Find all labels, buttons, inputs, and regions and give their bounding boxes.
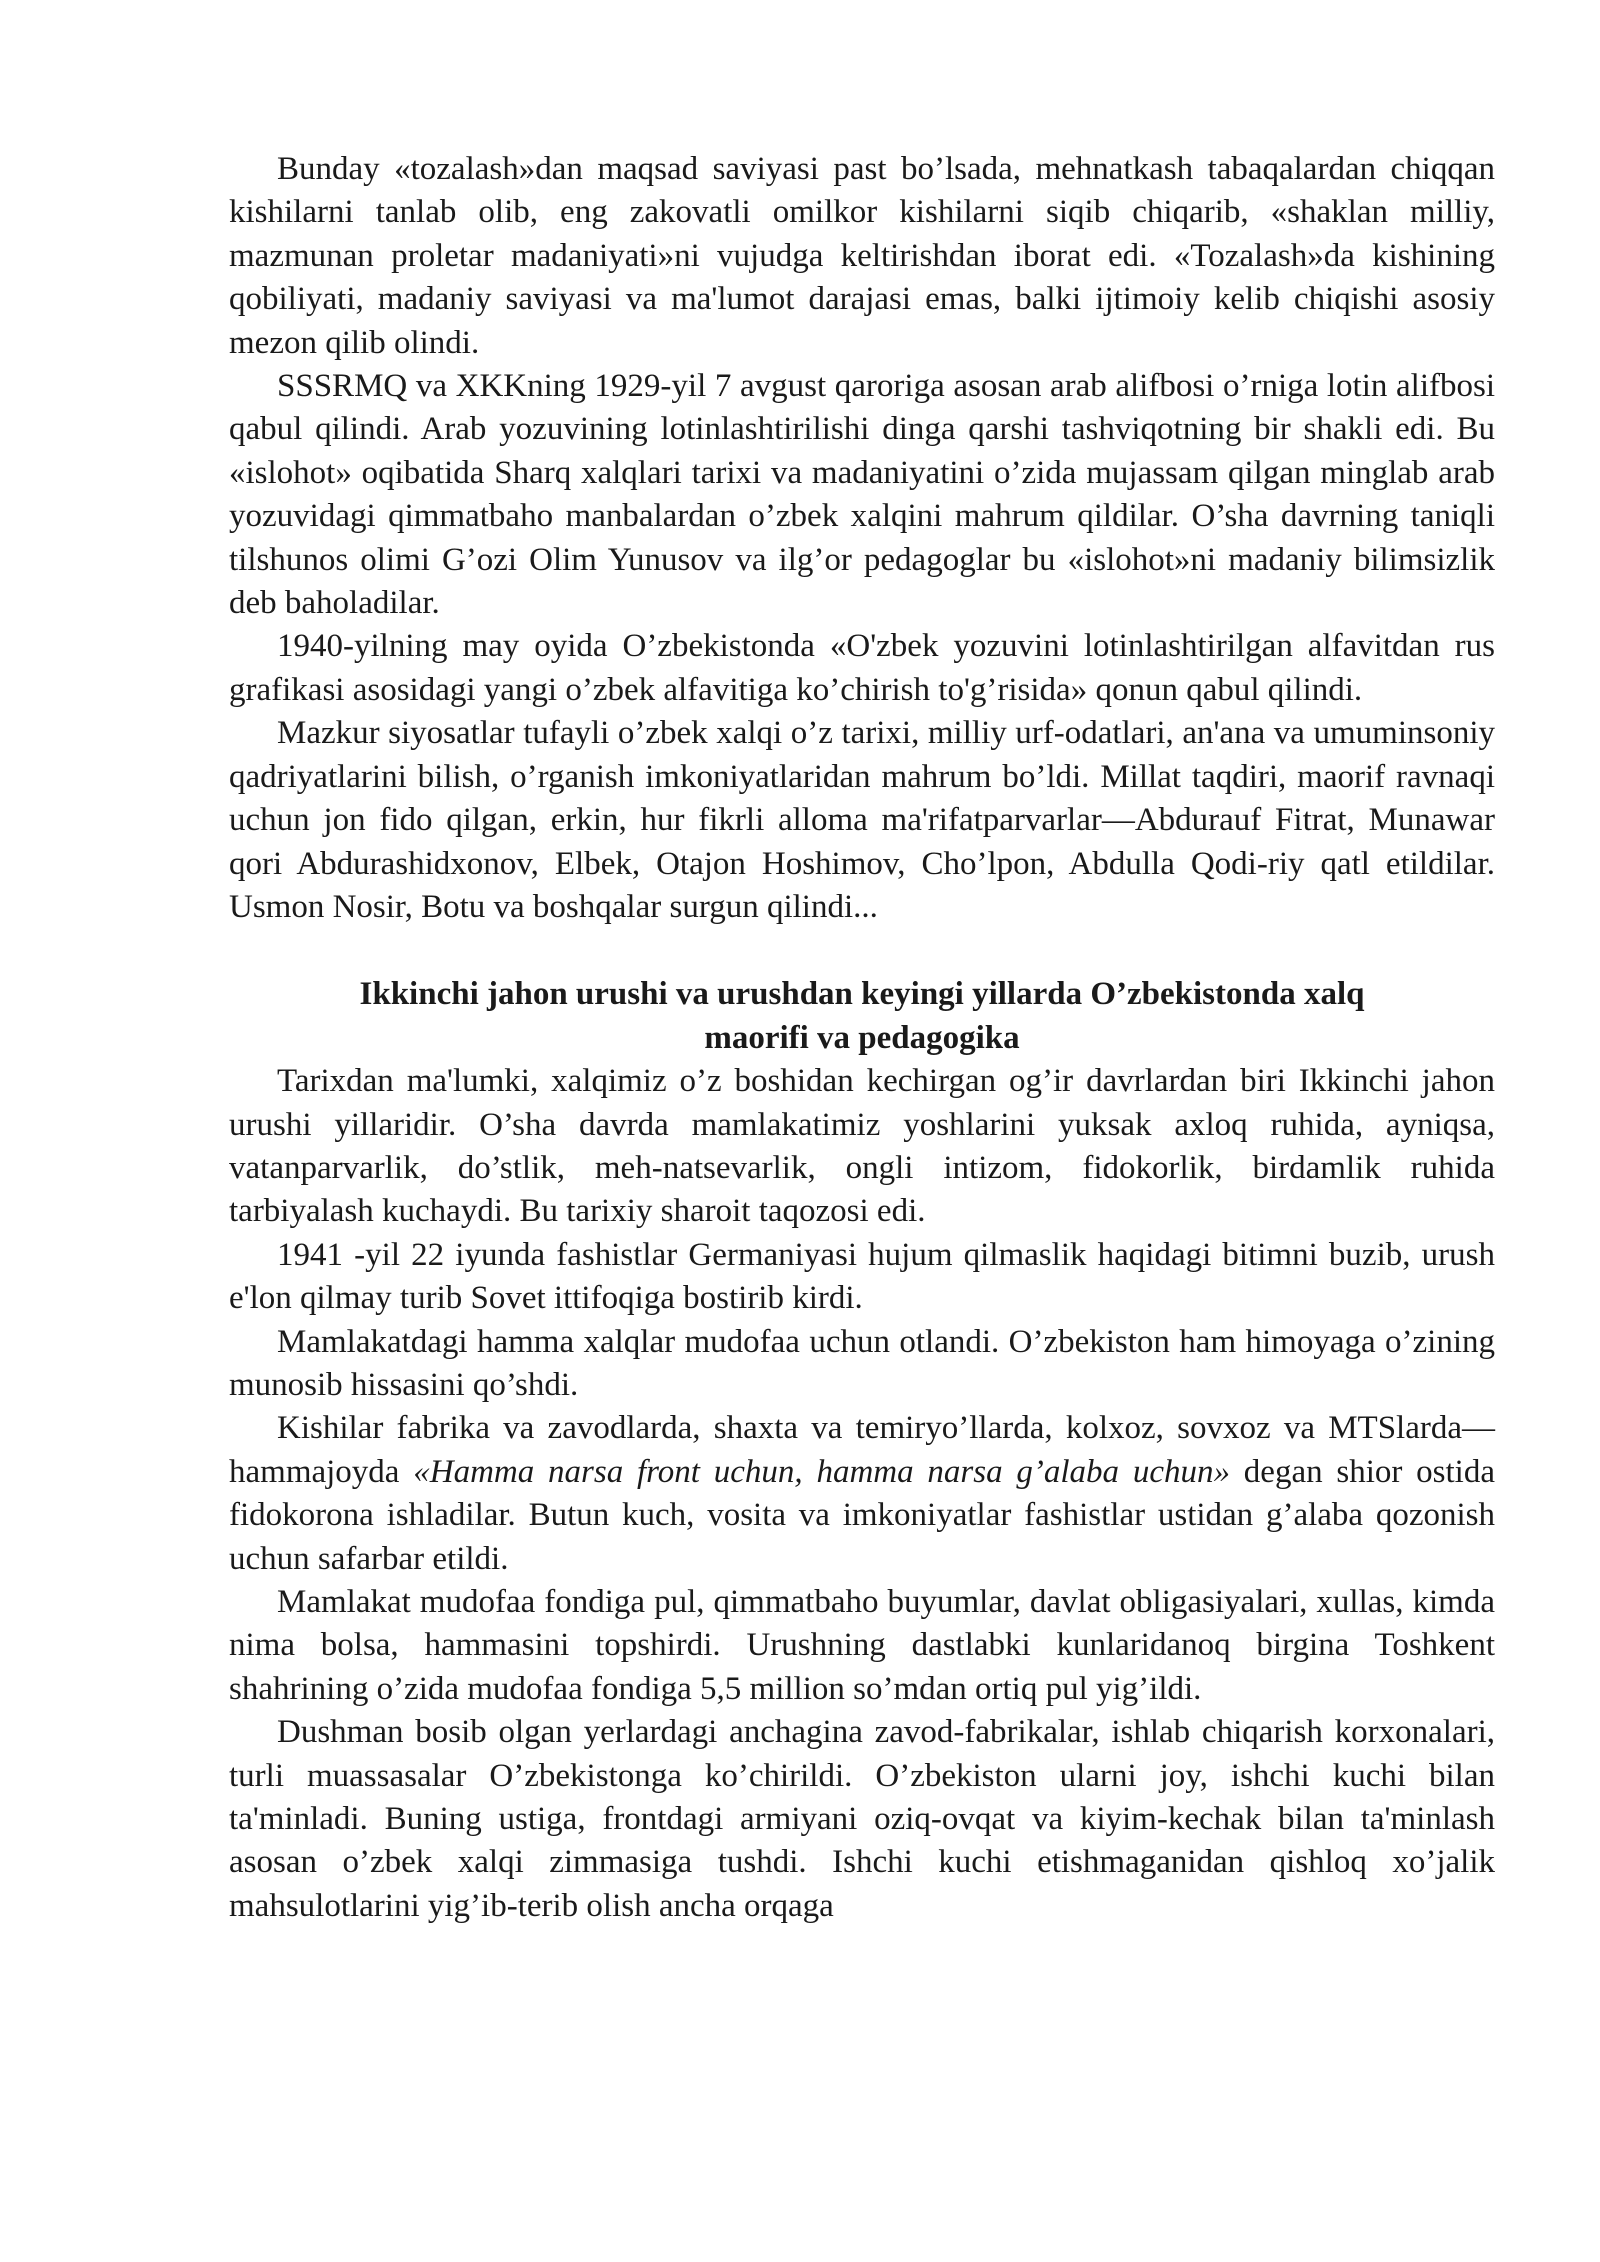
paragraph-defense-fund: Mamlakat mudofaa fondiga pul, qimmatbaho buyumlar, davlat obligasiyalari, xullas, kimda nima bolsa, hammasini topshirdi. Urushning dastlabki kunlaridanoq birgina Toshkent shahrining o’zida mudofaa fondiga 5,5 million so’mdan ortiq pul yig’ildi.	[229, 1584, 1495, 1707]
paragraph-evacuation: Dushman bosib olgan yerlardagi anchagina zavod-fabrikalar, ishlab chiqarish korxonalari, turli muassasalar O’zbekistonga ko’chirildi. O’zbekiston ularni joy, ishchi kuchi bilan ta'minladi. Buning ustiga, frontdagi armiyani oziq-ovqat va kiyim-kechak bilan ta'minlash asosan o’zbek xalqi zimmasiga tushdi. Ishchi kuchi etishmaganidan qishloq xo’jalik mahsulotlarini yig’ib-terib olish ancha orqaga	[229, 1714, 1495, 1924]
section-heading-line-2: maorifi va pedagogika	[704, 1019, 1020, 1056]
section-heading	[229, 973, 1495, 1060]
paragraph-slogan	[229, 1407, 1495, 1581]
slogan-text: «Hamma narsa front uchun, hamma narsa g’alaba uchun»	[413, 1453, 1230, 1490]
paragraph-alphabet-latin: SSSRMQ va XKKning 1929-yil 7 avgust qaroriga asosan arab alifbosi o’rniga lotin alifbosi qabul qilindi. Arab yozuvining lotinlashtirilishi dinga qarshi tashviqotning bir shakli edi. Bu «islohot» oqibatida Sharq xalqlari tarixi va madaniyatini o’zida mujassam qilgan minglab arab yozuvidagi qimmatbaho manbalardan o’zbek xalqini mahrum qildilar. O’sha davrning taniqli tilshunos olimi G’ozi Olim Yunusov va ilg’or pedagoglar bu «islohot»ni madaniy bilimsizlik deb baholadilar.	[229, 368, 1495, 622]
slogan-before-text: Kishilar fabrika va zavodlarda, shaxta va temiryo’llarda, kolxoz, sovxoz va MTSlarda—hammajoyda	[229, 1410, 1495, 1490]
paragraph-war-intro: Tarixdan ma'lumki, xalqimiz o’z boshidan kechirgan og’ir davrlardan biri Ikkinchi jahon urushi yillaridir. O’sha davrda mamlakatimiz yoshlarini yuksak axloq ruhida, ayniqsa, vatanparvarlik, do’stlik, meh-natsevarlik, ongli intizom, fidokorlik, birdamlik ruhida tarbiyalash kuchaydi. Bu tarixiy sharoit taqozosi edi.	[229, 1063, 1495, 1230]
document-page	[229, 148, 1495, 1928]
paragraph-alphabet-cyrillic: 1940-yilning may oyida O’zbekistonda «O'zbek yozuvini lotinlashtirilgan alfavitdan rus grafikasi asosidagi yangi o’zbek alfavitiga ko’chirish to'g’risida» qonun qabul qilindi.	[229, 628, 1495, 708]
paragraph-tozalash: Bunday «tozalash»dan maqsad saviyasi past bo’lsada, mehnatkash tabaqalardan chiqqan kishilarni tanlab olib, eng zakovatli omilkor kishilarni siqib chiqarib, «shaklan milliy, mazmunan proletar madaniyati»ni vujudga keltirishdan iborat edi. «Tozalash»da kishining qobiliyati, madaniy saviyasi va ma'lumot darajasi emas, balki ijtimoiy kelib chiqishi asosiy mezon qilib olindi.	[229, 151, 1495, 361]
paragraph-repressions: Mazkur siyosatlar tufayli o’zbek xalqi o’z tarixi, milliy urf-odatlari, an'ana va umuminsoniy qadriyatlarini bilish, o’rganish imkoniyatlaridan mahrum bo’ldi. Millat taqdiri, maorif ravnaqi uchun jon fido qilgan, erkin, hur fikrli alloma ma'rifatparvarlar—Abdurauf Fitrat, Munawar qori Abdurashidxonov, Elbek, Otajon Hoshimov, Cho’lpon, Abdulla Qodi-riy qatl etildilar. Usmon Nosir, Botu va boshqalar surgun qilindi...	[229, 715, 1495, 925]
slogan-after-text: degan shior ostida fidokorona ishladilar. Butun kuch, vosita va imkoniyatlar fashistlar ustidan g’alaba qozonish uchun safarbar etildi.	[229, 1453, 1496, 1577]
paragraph-invasion: 1941 -yil 22 iyunda fashistlar Germaniyasi hujum qilmaslik haqidagi bitimni buzib, urush e'lon qilmay turib Sovet ittifoqiga bostirib kirdi.	[229, 1236, 1495, 1317]
paragraph-mobilization: Mamlakatdagi hamma xalqlar mudofaa uchun otlandi. O’zbekiston ham himoyaga o’zining munosib hissasini qo’shdi.	[229, 1323, 1495, 1403]
section-heading-line-1: Ikkinchi jahon urushi va urushdan keyingi yillarda O’zbekistonda xalq	[359, 976, 1365, 1013]
